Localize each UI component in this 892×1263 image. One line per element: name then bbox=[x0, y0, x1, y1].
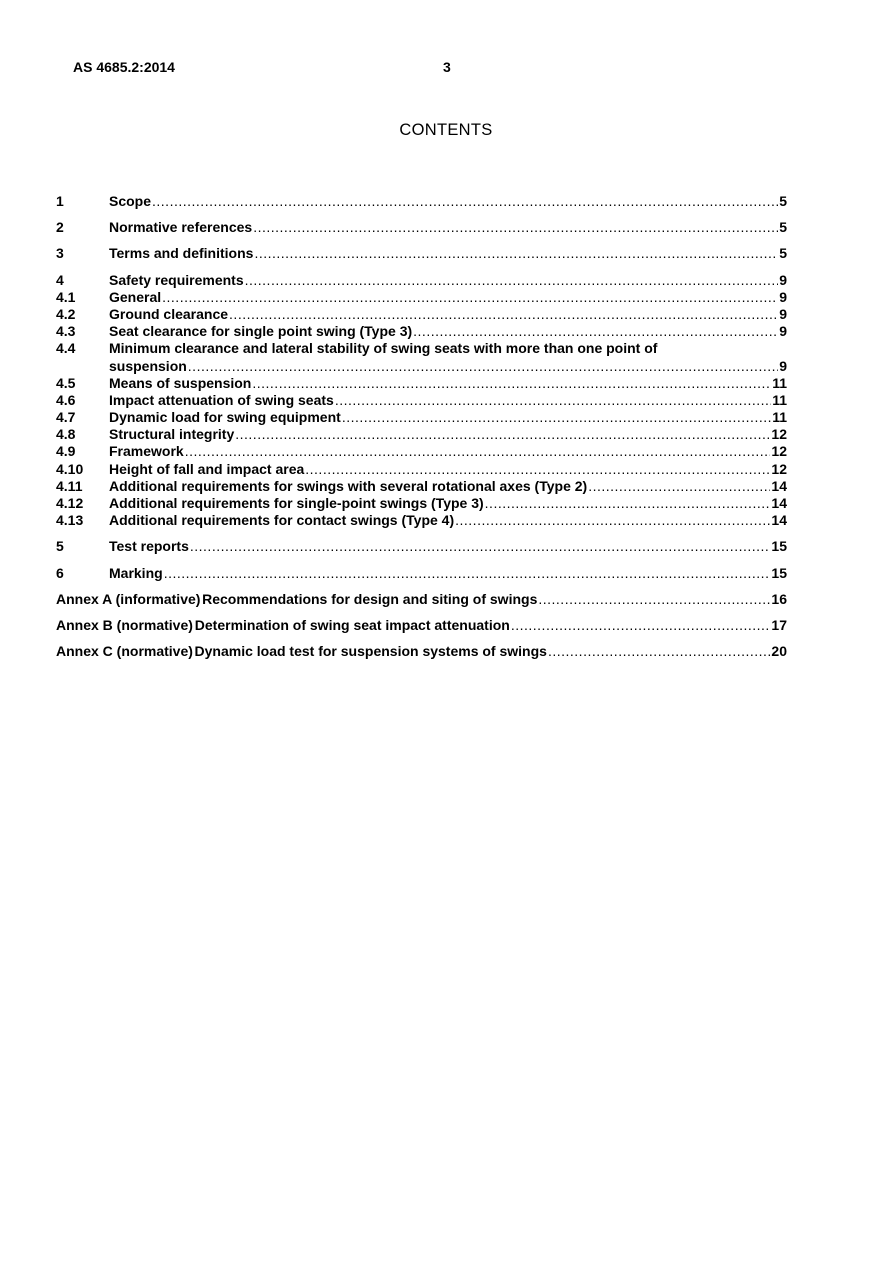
toc-page: 15 bbox=[771, 564, 787, 581]
toc-leader bbox=[305, 461, 770, 478]
toc-entry-1[interactable] bbox=[56, 193, 787, 210]
toc-leader bbox=[164, 565, 771, 582]
toc-title: Means of suspension bbox=[109, 374, 252, 391]
toc-entry-annex-b[interactable] bbox=[56, 617, 787, 634]
toc-leader bbox=[254, 245, 778, 262]
toc-entry-4-11[interactable] bbox=[56, 478, 787, 495]
toc-title: Additional requirements for contact swings (Type 4) bbox=[109, 512, 455, 529]
toc-title: Marking bbox=[109, 564, 163, 581]
toc-entry-4[interactable] bbox=[56, 272, 787, 289]
toc-entry-4-9[interactable] bbox=[56, 443, 787, 460]
toc-page: 14 bbox=[771, 477, 787, 494]
toc-page: 11 bbox=[772, 409, 787, 426]
toc-leader bbox=[235, 426, 770, 443]
toc-entry-4-3[interactable] bbox=[56, 323, 787, 340]
toc-leader bbox=[548, 643, 770, 660]
toc-leader bbox=[413, 323, 778, 340]
toc-page: 5 bbox=[779, 245, 787, 262]
toc-number: 4.11 bbox=[56, 477, 83, 494]
toc-number: 4.10 bbox=[56, 460, 84, 477]
toc-leader bbox=[188, 358, 778, 375]
toc-entry-2[interactable] bbox=[56, 219, 787, 236]
toc-page: 9 bbox=[779, 323, 787, 340]
toc-title: Additional requirements for swings with several rotational axes (Type 2) bbox=[109, 477, 588, 494]
toc-leader bbox=[185, 443, 771, 460]
toc-title: Ground clearance bbox=[109, 305, 229, 322]
toc-entry-4-10[interactable] bbox=[56, 461, 787, 478]
toc-number: 5 bbox=[56, 538, 64, 555]
toc-page: 12 bbox=[771, 443, 787, 460]
toc-number: 4.6 bbox=[56, 391, 76, 408]
toc-page: 12 bbox=[771, 426, 787, 443]
annex-label: Annex B (normative) bbox=[56, 616, 193, 633]
toc-page: 20 bbox=[771, 643, 787, 660]
toc-title: Dynamic load test for suspension systems of swings bbox=[194, 643, 547, 660]
toc-entry-3[interactable] bbox=[56, 245, 787, 262]
toc-title: Safety requirements bbox=[109, 271, 244, 288]
toc-leader bbox=[342, 409, 771, 426]
toc-number: 4 bbox=[56, 271, 64, 288]
toc-number: 2 bbox=[56, 219, 64, 236]
toc-leader bbox=[245, 272, 779, 289]
toc-number: 4.9 bbox=[56, 443, 76, 460]
toc-page: 16 bbox=[771, 590, 787, 607]
toc-page: 9 bbox=[779, 271, 787, 288]
toc-title: Test reports bbox=[109, 538, 189, 555]
toc-entry-6[interactable] bbox=[56, 565, 787, 582]
toc-leader bbox=[485, 495, 771, 512]
toc-title: Seat clearance for single point swing (Type 3) bbox=[109, 323, 413, 340]
toc-page: 17 bbox=[771, 616, 787, 633]
toc-title: Impact attenuation of swing seats bbox=[109, 391, 334, 408]
toc-leader bbox=[253, 219, 778, 236]
page-number: 3 bbox=[443, 59, 451, 75]
table-of-contents bbox=[56, 193, 787, 660]
toc-number: 4.8 bbox=[56, 426, 76, 443]
toc-entry-4-1[interactable] bbox=[56, 289, 787, 306]
toc-page: 9 bbox=[779, 357, 787, 374]
toc-entry-4-4[interactable] bbox=[56, 340, 787, 357]
toc-title: Minimum clearance and lateral stability of swing seats with more than one point of bbox=[109, 340, 658, 357]
toc-entry-4-12[interactable] bbox=[56, 495, 787, 512]
page-header bbox=[73, 59, 819, 77]
toc-entry-4-7[interactable] bbox=[56, 409, 787, 426]
toc-page: 14 bbox=[771, 495, 787, 511]
toc-title-continued: suspension bbox=[109, 357, 187, 374]
annex-label: Annex C (normative) bbox=[56, 643, 193, 660]
toc-title: Determination of swing seat impact attenuation bbox=[194, 616, 510, 633]
toc-number: 6 bbox=[56, 564, 64, 581]
toc-number: 4.12 bbox=[56, 495, 84, 511]
toc-leader bbox=[588, 478, 770, 495]
toc-title: Height of fall and impact area bbox=[109, 460, 305, 477]
toc-page: 15 bbox=[771, 538, 787, 555]
contents-heading: CONTENTS bbox=[399, 121, 493, 139]
toc-number: 1 bbox=[56, 193, 64, 209]
toc-number: 4.4 bbox=[56, 340, 76, 357]
toc-entry-4-6[interactable] bbox=[56, 392, 787, 409]
toc-leader bbox=[252, 375, 771, 392]
toc-title: Recommendations for design and siting of swings bbox=[202, 590, 538, 607]
toc-leader bbox=[229, 306, 778, 323]
toc-number: 4.1 bbox=[56, 288, 76, 305]
toc-number: 4.7 bbox=[56, 409, 76, 426]
toc-leader bbox=[455, 512, 770, 529]
toc-title: Framework bbox=[109, 443, 184, 460]
toc-title: Dynamic load for swing equipment bbox=[109, 409, 341, 426]
toc-leader bbox=[335, 392, 771, 409]
toc-leader bbox=[538, 591, 770, 608]
toc-number: 4.5 bbox=[56, 374, 76, 391]
toc-page: 5 bbox=[779, 193, 787, 209]
toc-page: 9 bbox=[779, 305, 787, 322]
toc-page: 14 bbox=[771, 512, 787, 529]
toc-entry-4-8[interactable] bbox=[56, 426, 787, 443]
toc-title: Terms and definitions bbox=[109, 245, 254, 262]
toc-entry-4-4-continued[interactable] bbox=[56, 358, 787, 375]
toc-leader bbox=[162, 289, 778, 306]
toc-entry-annex-a[interactable] bbox=[56, 591, 787, 608]
toc-leader bbox=[511, 617, 771, 634]
toc-number: 4.13 bbox=[56, 512, 84, 529]
toc-page: 9 bbox=[779, 288, 787, 305]
document-id: AS 4685.2:2014 bbox=[73, 59, 175, 75]
toc-title: Scope bbox=[109, 193, 152, 209]
toc-number: 3 bbox=[56, 245, 64, 262]
toc-number: 4.2 bbox=[56, 305, 76, 322]
toc-entry-4-5[interactable] bbox=[56, 375, 787, 392]
toc-leader bbox=[190, 538, 771, 555]
annex-label: Annex A (informative) bbox=[56, 590, 201, 607]
toc-page: 5 bbox=[779, 219, 787, 236]
toc-entry-annex-c[interactable] bbox=[56, 643, 787, 660]
toc-title: General bbox=[109, 288, 162, 305]
toc-title: Additional requirements for single-point swings (Type 3) bbox=[109, 495, 484, 511]
toc-page: 11 bbox=[772, 374, 787, 391]
toc-leader bbox=[152, 193, 778, 210]
toc-entry-4-13[interactable] bbox=[56, 512, 787, 529]
toc-entry-4-2[interactable] bbox=[56, 306, 787, 323]
toc-page: 11 bbox=[772, 391, 787, 408]
toc-page: 12 bbox=[771, 460, 787, 477]
toc-title: Normative references bbox=[109, 219, 253, 236]
toc-entry-5[interactable] bbox=[56, 538, 787, 555]
toc-title: Structural integrity bbox=[109, 426, 235, 443]
toc-number: 4.3 bbox=[56, 323, 76, 340]
